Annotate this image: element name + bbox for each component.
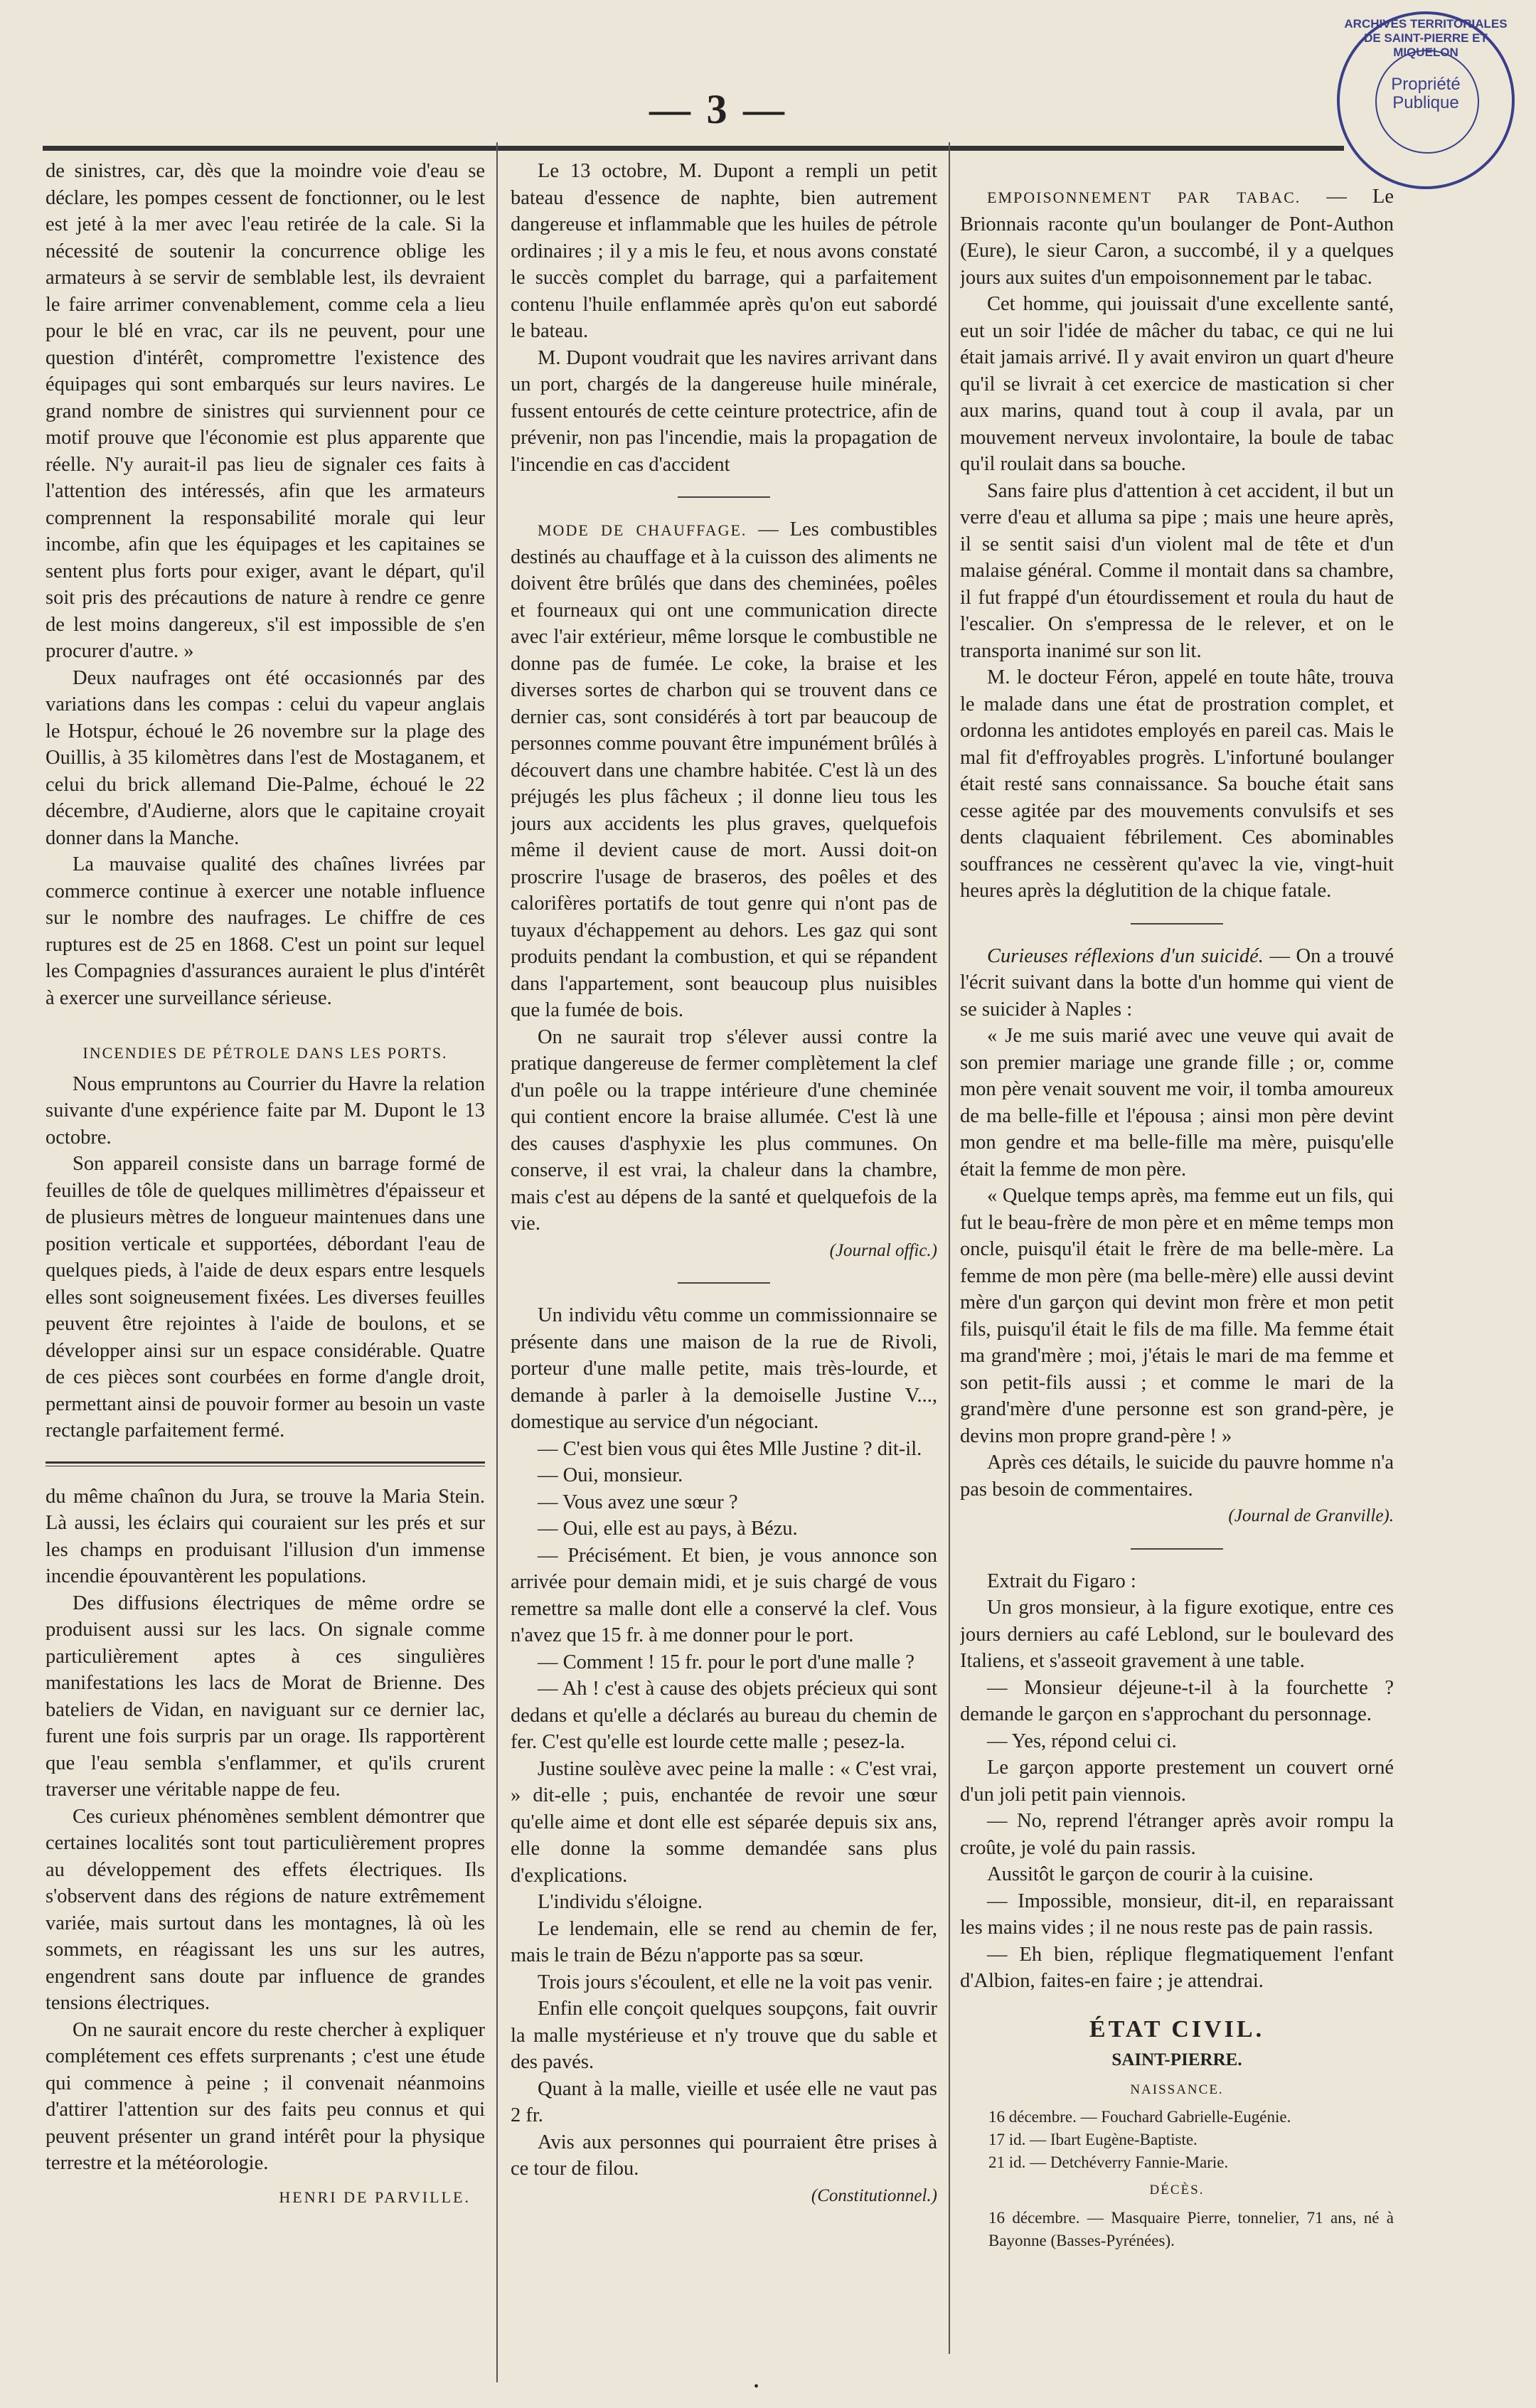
dialogue-line: — Précisément. Et bien, je vous annonce son arrivée pour demain midi, et je suis chargé de vous remettre sa malle dont elle a conservé la clef. Vous n'avez que 15 fr. à me donner pour le port. <box>511 1544 937 1646</box>
paragraph: Enfin elle conçoit quelques soupçons, fait ouvrir la malle mystérieuse et n'y trouve que du sable et des pavés. <box>511 1998 937 2073</box>
dialogue-line: — C'est bien vous qui êtes Mlle Justine ? dit-il. <box>538 1437 922 1460</box>
paragraph: Sans faire plus d'attention à cet accident, il but un verre d'eau et alluma sa pipe ; mais une heure après, il se sentit saisi d'un violent mal de tête et d'un malaise général. Comme il montait dans sa chambre, il fut frappé d'un étourdissement et roula du haut de l'escalier. On s'empressa de le relever, et on le transporta inanimé sur son lit. <box>960 479 1394 662</box>
paragraph: Son appareil consiste dans un barrage formé de feuilles de tôle de quelques millimètres d'épaisseur et de plusieurs mètres de longueur maintenues dans une position verticale et supportées, débordant l'eau de quelques pieds, à l'aide de deux espars entre lesquels elles sont soigneusement fixées. Les diverses feuilles peuvent être rejointes à l'aide de boulons, et se développer ainsi sur un espace considérable. Quatre de ces pièces sont courbées en forme d'angle droit, permettant ainsi de pouvoir former au besoin un vaste rectangle parfaitement fermé. <box>46 1153 485 1442</box>
stamp-center-text: Propriété Publique <box>1391 75 1461 112</box>
section-heading: INCENDIES DE PÉTROLE DANS LES PORTS. <box>82 1044 448 1062</box>
divider <box>678 1282 770 1284</box>
paragraph: Un gros monsieur, à la figure exotique, entre ces jours derniers au café Leblond, sur le boulevard des Italiens, et s'asseoit gravement à une table. <box>960 1597 1394 1672</box>
dialogue-line: — Eh bien, réplique flegmatiquement l'enfant d'Albion, faites-en faire ; je attendrai. <box>960 1943 1394 1992</box>
paragraph <box>511 516 937 1024</box>
paragraph: Des diffusions électriques de même ordre se produisent aussi sur les lacs. On signale comme particulièrement aptes à ces singulières manifestations les lacs de Morat de Brienne. Des bateliers de Vidan, en naviguant sur ce dernier lac, furent une fois surpris par un orage. Ils rapportèrent que l'eau sembla s'enflammer, et qu'ils crurent traverser une véritable nappe de feu. <box>46 1592 485 1801</box>
section-heading: MODE DE CHAUFFAGE. <box>538 521 747 539</box>
paragraph: M. le docteur Féron, appelé en toute hâte, trouva le malade dans une état de prostration complet, et ordonna les antidotes employés en pareil cas. Mais le mal fit d'effroyables progrès. L'infortuné boulanger était resté sans connaissance. Sa bouche était sans cesse agitée par des mouvements convulsifs et ses dents claquaient fébrilement. Ces abominables souffrances ne cessèrent qu'avec la vie, vingt-huit heures après la déglutition de la chique fatale. <box>960 666 1394 902</box>
paragraph: Aussitôt le garçon de courir à la cuisine. <box>987 1863 1314 1885</box>
birth-entry: 21 id. — Detchéverry Fannie-Marie. <box>988 2153 1229 2171</box>
births-heading: NAISSANCE. <box>1130 2082 1224 2097</box>
paragraph-text: — Le Brionnais raconte qu'un boulanger de Pont-Authon (Eure), le sieur Caron, a succombé, il y a quelques jours aux suites d'un empoisonnement par le tabac. <box>960 186 1394 289</box>
page-number: — 3 — <box>649 86 787 132</box>
bottom-dot: • <box>754 2379 759 2394</box>
source-credit: (Journal offic.) <box>829 1240 937 1260</box>
birth-entry: 16 décembre. — Fouchard Gabrielle-Eugénie. <box>988 2108 1291 2126</box>
paragraph: Ces curieux phénomènes semblent démontrer que certaines localités sont tout particulièrement propres au développement des effets électriques. Ils s'observent dans des régions de nature extrêmement variée, mais surtout dans les montagnes, là où les sommets, en réagissant les uns sur les autres, engendrent sans doute par influence de grandes tensions électriques. <box>46 1805 485 2014</box>
etat-civil-place: SAINT-PIERRE. <box>1111 2050 1242 2069</box>
source-credit: (Journal de Granville). <box>1228 1506 1394 1525</box>
paragraph: On ne saurait encore du reste chercher à expliquer complétement ces effets surprenants ; c'est une étude qui commence à peine ; il convenait néanmoins d'attirer l'attention sur des faits peu connus et qui peuvent présenter un grand intérêt pour la physique terrestre et la météorologie. <box>46 2018 485 2174</box>
paragraph: Un individu vêtu comme un commissionnaire se présente dans une maison de la rue de Rivoli, porteur d'une malle petite, mais très-lourde, et demande à parler à la demoiselle Justine V..., domestique au service d'un négociant. <box>511 1304 937 1433</box>
paragraph: Justine soulève avec peine la malle : « C'est vrai, » dit-elle ; puis, enchantée de revoir une sœur qu'elle aime et dont elle est séparée depuis six ans, elle donne la somme demandée sans plus d'explications. <box>511 1757 937 1887</box>
column-1 <box>46 158 485 2348</box>
paragraph: On ne saurait trop s'élever aussi contre la pratique dangereuse de fermer complètement la clef d'un poêle ou la trappe intérieure d'une cheminée qui contient encore la braise allumée. C'est là une des causes d'asphyxie les plus communes. On conserve, il est vrai, la chaleur dans la chambre, mais c'est au dépens de la santé et quelquefois de la vie. <box>511 1025 937 1235</box>
dialogue-line: — Ah ! c'est à cause des objets précieux qui sont dedans et qu'elle a déclarés au bureau du chemin de fer. C'est qu'elle est lourde cette malle ; pesez-la. <box>511 1678 937 1753</box>
dialogue-line: — No, reprend l'étranger après avoir rompu la croûte, je volé du pain rassis. <box>960 1810 1394 1859</box>
paragraph: « Quelque temps après, ma femme eut un fils, qui fut le beau-frère de mon père et en même temps mon oncle, puisqu'il était le frère de ma belle-mère. La femme de mon père (ma belle-mère) elle aussi devint mère d'un garçon qui devint mon frère et mon petit fils, puisqu'il était le fils de ma fille. Ma femme était ma grand'mère ; moi, j'étais le mari de ma femme et son petit-fils aussi ; et comme le mari de la grand'mère d'une personne est son grand-père, je devins mon propre grand-père ! » <box>960 1185 1394 1447</box>
paragraph: La mauvaise qualité des chaînes livrées par commerce continue à exercer une notable influence sur le nombre des naufrages. Le chiffre de ces ruptures est de 25 en 1868. C'est un point sur lequel les Compagnies d'assurances auraient le plus d'intérêt à exercer une surveillance sérieuse. <box>46 853 485 1009</box>
paragraph: Le 13 octobre, M. Dupont a rempli un petit bateau d'essence de naphte, bien autrement dangereuse et inflammable que les huiles de pétrole ordinaires ; il y a mis le feu, et nous avons constaté le succès complet du barrage, qui a parfaitement contenu l'huile enflammée après qu'on eut sabordé le bateau. <box>511 160 937 342</box>
divider <box>678 496 770 498</box>
paragraph: de sinistres, car, dès que la moindre voie d'eau se déclare, les pompes cessent de fonctionner, ou le lest est jeté à la mer avec l'eau retirée de la cale. Si la nécessité de soutenir la concurrence oblige les armateurs à se servir de semblable lest, ils devraient le faire arrimer convenablement, comme cela a lieu pour le blé en vrac, car ils ne peuvent, pour une question d'intérêt, compromettre l'existence des équipages qui sont embarqués sur leurs navires. Le grand nombre de sinistres qui surviennent pour ce motif prouve que l'économie est plus apparente que réelle. N'y aurait-il pas lieu de signaler ces faits à l'attention des intéressés, afin que les armateurs comprennent la responsabilité morale qui leur incombe, afin que les équipages et les capitaines se sentent plus forts pour exiger, avant le départ, qu'il soit pris des précautions de nature à rendre ce genre de lest moins dangereux, s'il est impossible de s'en procurer d'autre. » <box>46 160 485 662</box>
dialogue-line: — Monsieur déjeune-t-il à la fourchette ? demande le garçon en s'approchant du personnage. <box>960 1676 1394 1725</box>
dialogue-line: — Yes, répond celui ci. <box>987 1730 1177 1752</box>
paragraph: Quant à la malle, vieille et usée elle ne vaut pas 2 fr. <box>511 2077 937 2126</box>
author-signature: HENRI DE PARVILLE. <box>279 2188 471 2206</box>
paragraph <box>960 183 1394 291</box>
paragraph <box>960 943 1394 1023</box>
dialogue-line: — Comment ! 15 fr. pour le port d'une malle ? <box>538 1651 914 1673</box>
death-entry: 16 décembre. — Masquaire Pierre, tonnelier, 71 ans, né à Bayonne (Basses-Pyrénées). <box>988 2208 1394 2249</box>
column-rule-2 <box>949 142 950 2354</box>
divider <box>1131 923 1223 925</box>
section-heading: Curieuses réflexions d'un suicidé. <box>987 944 1264 967</box>
paragraph: Le lendemain, elle se rend au chemin de fer, mais le train de Bézu n'apporte pas sa sœur. <box>511 1917 937 1966</box>
paragraph: L'individu s'éloigne. <box>538 1891 703 1913</box>
header-rule <box>43 146 1344 151</box>
etat-civil-title: ÉTAT CIVIL. <box>1089 2015 1265 2042</box>
paragraph: Deux naufrages ont été occasionnés par des variations dans les compas : celui du vapeur anglais le Hotspur, échoué le 26 novembre sur la plage des Ouillis, à 35 kilomètres dans l'est de Mostaganem, et celui du brick allemand Die-Palme, échoué le 22 décembre, d'Audierne, alors que le capitaine croyait donner dans la Manche. <box>46 666 485 849</box>
paragraph: Le garçon apporte prestement un couvert orné d'un joli petit pain viennois. <box>960 1757 1394 1806</box>
paragraph-text: — Les combustibles destinés au chauffage et à la cuisson des aliments ne doivent être brûlés que dans des cheminées, poêles et fourneaux qui ont une communication directe avec l'air extérieur, même lorsque le combustible ne donne pas de fumée. Le coke, la braise et les diverses sortes de charbon qui se trouvent dans ce dernier cas, sont considérés à tort par beaucoup de personnes comme pouvant être impunément brûlés à découvert dans une chambre habitée. C'est là un des préjugés les plus fâcheux ; il donne lieu tous les jours aux accidents les plus graves, quelquefois même il devient cause de mort. Aussi doit-on proscrire l'usage de braseros, des poêles et des calorifères portatifs de tout genre qui n'ont pas de tuyaux d'échappement au dehors. Les gaz qui sont produits pendant la combustion, et qui se répandent dans l'appartement, sont beaucoup plus nuisibles que la fumée de bois. <box>511 518 937 1021</box>
paragraph: Avis aux personnes qui pourraient être prises à ce tour de filou. <box>511 2131 937 2180</box>
paragraph: du même chaînon du Jura, se trouve la Maria Stein. Là aussi, les éclairs qui couraient sur les prés et sur les champs en produisant l'illusion d'un immense incendie épouvantèrent les populations. <box>46 1485 485 1587</box>
paragraph: « Je me suis marié avec une veuve qui avait de son premier mariage une grande fille ; or, comme mon père venait souvent me voir, il tomba amoureux de ma belle-fille et l'épousa ; ainsi mon père devint mon gendre et ma belle-fille ma mère, puisqu'elle était la femme de mon père. <box>960 1025 1394 1181</box>
column-2 <box>511 158 937 2320</box>
birth-entry: 17 id. — Ibart Eugène-Baptiste. <box>988 2131 1198 2148</box>
dialogue-line: — Oui, monsieur. <box>538 1464 683 1486</box>
stamp-ring-text: ARCHIVES TERRITORIALES DE SAINT-PIERRE ET MIQUELON <box>1344 17 1508 59</box>
paragraph: Trois jours s'écoulent, et elle ne la voit pas venir. <box>538 1971 933 1993</box>
dialogue-line: — Vous avez une sœur ? <box>538 1491 738 1513</box>
section-heading: EMPOISONNEMENT PAR TABAC. <box>987 188 1301 206</box>
paragraph-text: — On a trouvé l'écrit suivant dans la botte d'un homme qui vient de se suicider à Naples : <box>960 944 1394 1021</box>
divider <box>1131 1548 1223 1550</box>
column-3 <box>960 158 1394 2320</box>
dialogue-line: — Oui, elle est au pays, à Bézu. <box>538 1518 798 1540</box>
column-rule-1 <box>496 142 498 2382</box>
dialogue-line: — Impossible, monsieur, dit-il, en reparaissant les mains vides ; il ne nous reste pas de pain rassis. <box>960 1890 1394 1939</box>
deaths-heading: DÉCÈS. <box>1149 2183 1205 2197</box>
paragraph: Nous empruntons au Courrier du Havre la relation suivante d'une expérience faite par M. Dupont le 13 octobre. <box>46 1072 485 1149</box>
paragraph: Extrait du Figaro : <box>987 1570 1136 1592</box>
paragraph: Après ces détails, le suicide du pauvre homme n'a pas besoin de commentaires. <box>960 1451 1394 1501</box>
source-credit: (Constitutionnel.) <box>811 2185 937 2205</box>
paragraph: M. Dupont voudrait que les navires arrivant dans un port, chargés de la dangereuse huile minérale, fussent entourés de cette ceinture protectrice, afin de prévenir, non pas l'incendie, mais la propagation de l'incendie en cas d'accident <box>511 346 937 476</box>
section-divider <box>46 1461 485 1466</box>
paragraph: Cet homme, qui jouissait d'une excellente santé, eut un soir l'idée de mâcher du tabac, ce qui ne lui était jamais arrivé. Il y avait environ un quart d'heure qu'il se livrait à cet exercice de mastication si cher aux marins, quand tout à coup il avala, par un mouvement nerveux involontaire, la boule de tabac qu'il roulait dans sa bouche. <box>960 293 1394 475</box>
